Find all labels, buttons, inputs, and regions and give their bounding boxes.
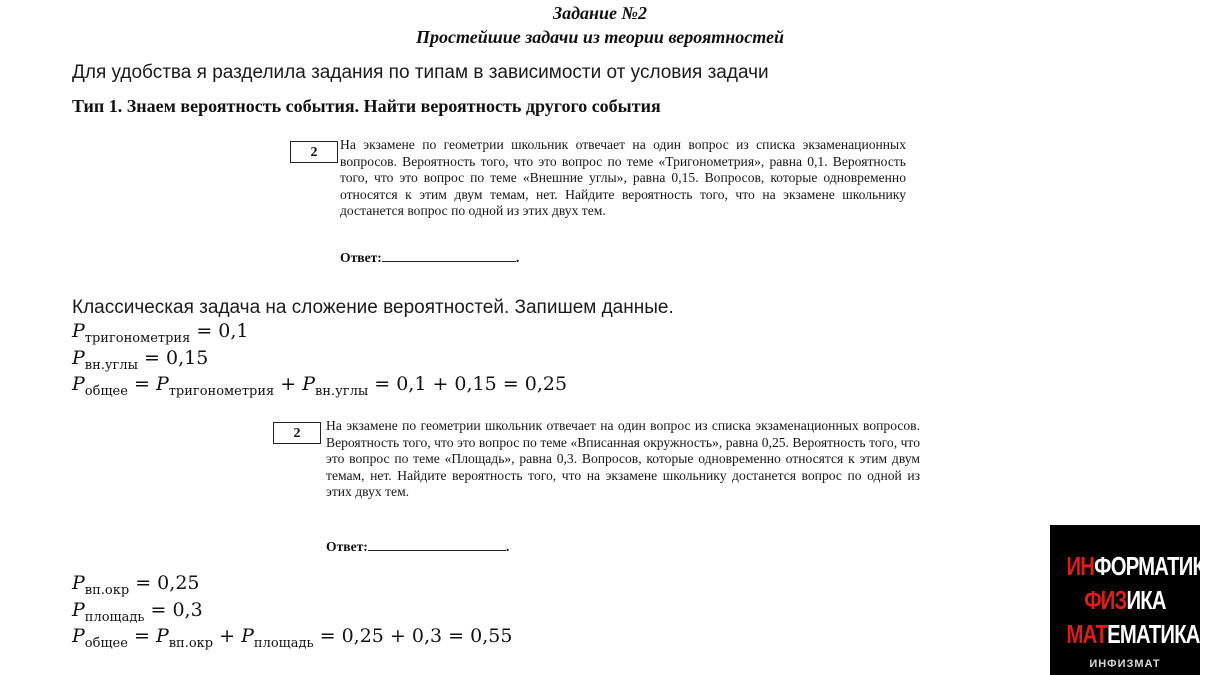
- logo-line-fizika: ФИЗИКА: [1084, 585, 1166, 615]
- prob-symbol: P: [72, 373, 85, 395]
- solution1-formula-1: [72, 320, 249, 346]
- type1-heading: Тип 1. Знаем вероятность события. Найти вероятность другого события: [72, 96, 661, 116]
- logo-line-matematika: МАТЕМАТИКА: [1066, 619, 1200, 649]
- prob-subscript: тригонометрия: [84, 331, 191, 346]
- logo-line-informatika: ИНФОРМАТИКА: [1066, 551, 1218, 581]
- prob-subscript: вн.углы: [84, 358, 138, 373]
- prob-symbol: P: [302, 373, 316, 395]
- problem1-text: На экзамене по геометрии школьник отвечает на один вопрос из списка экзаменационных вопросов. Вероятность того, что это вопрос по теме «Тригонометрия», равна 0,1. Вероятность того, что это вопрос по теме «Внешние углы», равна 0,15. Вопросов, которые одновременно относятся к этим двум темам, нет. Найдите вероятность того, что на экзамене школьнику достанется вопрос по одной из этих двух тем.: [340, 137, 906, 219]
- problem2-answer-label: Ответ:: [326, 539, 368, 554]
- solution1-intro: Классическая задача на сложение вероятностей. Запишем данные.: [72, 297, 674, 318]
- prob-symbol: P: [155, 625, 169, 647]
- prob-symbol: P: [72, 599, 85, 621]
- problem2-text: На экзамене по геометрии школьник отвечает на один вопрос из списка экзаменационных вопросов. Вероятность того, что это вопрос по теме «Вписанная окружность», равна 0,25. Вероятность того, что это вопрос по теме «Площадь», равна 0,3. Вопросов, которые одновременно относятся к этим двум темам, нет. Найдите вероятность того, что на экзамене школьнику достанется вопрос по одной из этих двух тем.: [326, 418, 920, 500]
- prob-subscript: вн.углы: [315, 384, 369, 399]
- solution1-formula-3: [72, 373, 567, 399]
- prob-symbol: P: [72, 625, 85, 647]
- formula-operator: =: [127, 373, 156, 395]
- solution1-formula-2: [72, 347, 208, 373]
- prob-subscript: вп.окр: [84, 583, 130, 598]
- solution2-formula-2: [72, 599, 203, 625]
- formula-operator: +: [213, 625, 242, 647]
- page-subtitle: Простейшие задачи из теории вероятностей: [415, 27, 785, 47]
- prob-symbol: P: [72, 572, 85, 594]
- prob-subscript: общее: [84, 636, 128, 651]
- problem1-answer-label: Ответ:: [340, 250, 382, 265]
- intro-text: Для удобства я разделила задания по типам в зависимости от условия задачи: [72, 62, 769, 83]
- solution2-formula-1: [72, 572, 200, 598]
- prob-subscript: площадь: [84, 610, 145, 625]
- prob-subscript: тригонометрия: [168, 384, 275, 399]
- formula-value: = 0,15: [137, 347, 209, 369]
- formula-operator: =: [127, 625, 156, 647]
- problem1-number-box: 2: [290, 141, 338, 163]
- infizmat-logo: [1050, 525, 1218, 675]
- formula-value: = 0,3: [144, 599, 203, 621]
- formula-value: = 0,1 + 0,15 = 0,25: [368, 373, 568, 395]
- solution2-formula-3: [72, 625, 512, 651]
- prob-symbol: P: [72, 320, 85, 342]
- logo-footer: ИНФИЗМАТ: [1089, 658, 1161, 670]
- problem2-answer-line: [368, 538, 506, 551]
- formula-operator: +: [274, 373, 303, 395]
- page-title: Задание №2: [552, 3, 648, 23]
- problem1-answer-line: [382, 249, 516, 262]
- formula-value: = 0,25: [129, 572, 200, 594]
- problem1-answer: Ответ: .: [340, 250, 520, 265]
- problem2-answer: Ответ: .: [326, 539, 510, 554]
- prob-subscript: площадь: [253, 636, 314, 651]
- formula-value: = 0,1: [190, 320, 249, 342]
- problem2-number-box: 2: [273, 422, 321, 444]
- prob-subscript: общее: [84, 384, 128, 399]
- prob-subscript: вп.окр: [168, 636, 214, 651]
- prob-symbol: P: [72, 347, 85, 369]
- formula-value: = 0,25 + 0,3 = 0,55: [313, 625, 513, 647]
- prob-symbol: P: [155, 373, 169, 395]
- prob-symbol: P: [241, 625, 254, 647]
